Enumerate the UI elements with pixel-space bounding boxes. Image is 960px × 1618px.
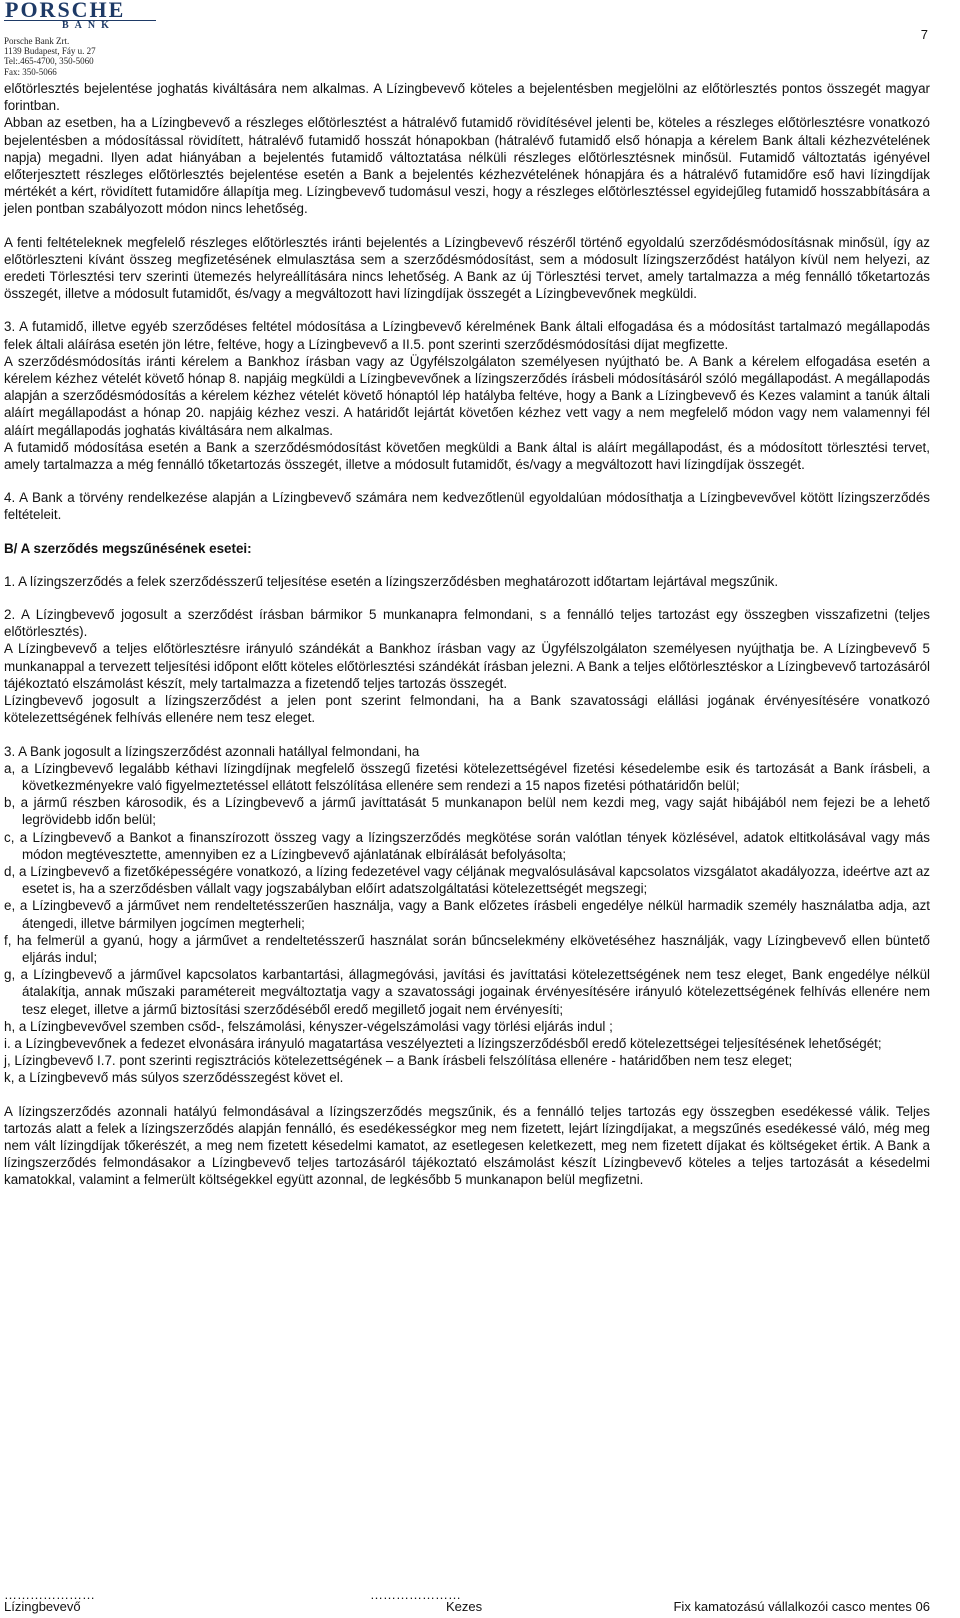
termination-list-item: d, a Lízingbevevő a fizetőképességére vonatkozó, a lízing fedezetével vagy céljának megvalósulásával kapcsolatos vizsgálatot akadályozza, ideértve azt az esetet is, ha a szerződésben vállalt vagy jogszabályban előírt adatszolgáltatási kötelezettségét megszegi; xyxy=(4,863,930,897)
body-paragraph: Abban az esetben, ha a Lízingbevevő a részleges előtörlesztést a hátralévő futamidő rövidítésével jelenti be, köteles a részleges előtörlesztésre vonatkozó bejelentésben a módosítással rövidített, hátralévő futamidő hosszát hónapokban (hátralévő futamidő első hónapja a kérelem Bank általi kézhezvételének napja) megadni. Ilyen adat hiányában a bejelentés futamidő változtatása nélküli részleges előtörlesztésnek minősül. Futamidő változtatás igényével előterjesztett részleges előtörlesztés bejelentése esetén a Bank a bejelentés kézhezvételének hónapjára és a hátralévő futamidőre eső havi lízingdíjak mértékét a kért, rövidített futamidőre állapítja meg. Lízingbevevő tudomásul veszi, hogy a részleges előtörlesztéssel egyidejűleg futamidő hosszabbítására a jelen pontban szabályozott módon nincs lehetőség. xyxy=(4,115,930,217)
termination-list-item: i. a Lízingbevevőnek a fedezet elvonására irányuló magatartása veszélyezteti a lízingszerződésből eredő kötelezettségei teljesítésének lehetőségét; xyxy=(4,1035,882,1051)
address-line: Tel:.465-4700, 350-5060 xyxy=(4,56,94,67)
termination-list-item: e, a Lízingbevevő a járművet nem rendeltetésszerűen használja, vagy a Bank előzetes írásbeli engedélye nélkül harmadik személy használatba adja, azt átengedi, illetve bármilyen jogcímen megterheli; xyxy=(4,898,930,931)
signature-footer xyxy=(4,1588,930,1616)
address-line: Fax: 350-5066 xyxy=(4,66,57,77)
paragraph-spacer xyxy=(4,218,930,234)
bank-address xyxy=(4,36,204,77)
address-line: 1139 Budapest, Fáy u. 27 xyxy=(4,46,96,57)
termination-list-item: j, Lízingbevevő I.7. pont szerinti regisztrációs kötelezettségének – a Bank írásbeli felszólítása ellenére - határidőben nem tesz eleget; xyxy=(4,1053,793,1069)
section-heading: B/ A szerződés megszűnésének esetei: xyxy=(4,540,252,556)
porsche-bank-logo: PORSCHE xyxy=(5,0,126,22)
paragraph-spacer xyxy=(4,727,930,743)
termination-list-item: a, a Lízingbevevő legalább kéthavi lízingdíjnak megfelelő összegű fizetési kötelezettségével fizetési késedelembe esik és tartozását a Bank írásbeli, a következményekre való figyelmeztetéssel ellátott felszólítása ellenére sem rendezi a 15 napos fizetési póthatáridőn belül; xyxy=(4,760,930,793)
body-paragraph: 1. A lízingszerződés a felek szerződésszerű teljesítése esetén a lízingszerződésben meghatározott időtartam lejártával megszűnik. xyxy=(4,573,779,589)
signer-lizingbevevo-label: Lízingbevevő xyxy=(4,1599,81,1614)
body-paragraph: 3. A Bank jogosult a lízingszerződést azonnali hatállyal felmondani, ha xyxy=(4,743,420,759)
body-paragraph: Lízingbevevő jogosult a lízingszerződést a jelen pont szerint felmondani, ha a Bank szavatossági elállási jogának érvényesítésére vonatkozó kötelezettségének felhívás ellenére nem tesz eleget. xyxy=(4,693,930,726)
termination-list-item: k, a Lízingbevevő más súlyos szerződésszegést követ el. xyxy=(4,1070,344,1086)
paragraph-spacer xyxy=(4,302,930,318)
paragraph-spacer xyxy=(4,557,930,573)
body-paragraph: A lízingszerződés azonnali hatályú felmondásával a lízingszerződés megszűnik, és a fennálló teljes tartozás egy összegben esedékessé válik. Teljes tartozás alatt a felek a lízingszerződés alapján fennálló, és esedékességkor meg nem fizetett, lejárt lízingdíjakat, a megszűnés esedékessé váló, még meg nem vált lízingdíjak tőkerészét, a meg nem fizetett késedelmi kamatot, az esetlegesen keletkezett, meg nem fizetett díjakat és költségeket értik. A Bank a lízingszerződés felmondásakor a Lízingbevevő teljes tartozásáról tájékoztató elszámolást készít Lízingbevevő köteles a teljes tartozását a késedelmi kamatokkal, valamint a felmerült költségekkel együtt azonnal, de legkésőbb 5 munkanapon belül megfizetni. xyxy=(4,1103,930,1188)
document-identifier: Fix kamatozású vállalkozói casco mentes 06 xyxy=(673,1599,930,1614)
body-paragraph: előtörlesztés bejelentése joghatás kiváltására nem alkalmas. A Lízingbevevő köteles a bejelentésben megjelölni az előtörlesztés pontos összegét magyar forintban. xyxy=(4,81,930,114)
paragraph-spacer xyxy=(4,473,930,489)
paragraph-spacer xyxy=(4,590,930,606)
termination-list-item: h, a Lízingbevevővel szemben csőd-, felszámolási, kényszer-végelszámolási vagy törlési eljárás indul ; xyxy=(4,1018,613,1034)
page-number: 7 xyxy=(920,27,928,42)
body-paragraph: A fenti feltételeknek megfelelő részleges előtörlesztés iránti bejelentés a Lízingbevevő részéről történő egyoldalú szerződésmódosításnak minősül, így az előtörleszteni kívánt összeg megfizetésének elmulasztása sem a szerződésmódosítást, sem a módosult lízingszerződést hatályon kívül nem helyezi, az eredeti Törlesztési terv szerinti ütemezés helyreállítására nincs lehetőség. A Bank az új Törlesztési tervet, amely tartalmazza a még fennálló tőketartozás összegét, illetve a módosult futamidőt, és/vagy a megváltozott havi lízingdíjak összegét a Lízingbevevőnek megküldi. xyxy=(4,234,930,302)
address-line: Porsche Bank Zrt. xyxy=(4,36,70,46)
termination-list-item: f, ha felmerül a gyanú, hogy a járművet a rendeltetésszerű használat során bűncselekmény elkövetéséhez használják, vagy Lízingbevevő ellen büntető eljárás indul; xyxy=(4,932,930,965)
document-body xyxy=(4,80,930,1189)
paragraph-spacer xyxy=(4,524,930,540)
signature-line-kezes: ………………… xyxy=(370,1587,461,1602)
logo-bank-subtitle: BANK xyxy=(4,20,156,31)
bank-letterhead xyxy=(4,0,204,77)
termination-list-item: c, a Lízingbevevő a Bankot a finanszírozott összeg vagy a lízingszerződés megkötése során valótlan tények közlésével, adatok eltitkolásával vagy más módon megtévesztette, amennyiben ez a Lízingbevevő ajánlatának elbírálását befolyásolta; xyxy=(4,829,930,862)
body-paragraph: A futamidő módosítása esetén a Bank a szerződésmódosítást követően megküldi a Bank által is aláírt megállapodást, és a módosított törlesztési tervet, amely tartalmazza a még fennálló tőketartozás összegét, illetve a módosult futamidőt, és/vagy a megváltozott havi lízingdíjak összegét. xyxy=(4,439,930,473)
body-paragraph: A szerződésmódosítás iránti kérelem a Bankhoz írásban vagy az Ügyfélszolgálaton személyesen nyújtható be. A Bank a kérelem elfogadása esetén a kérelem kézhez vételét követő hónap 8. napjáig megküldi a Lízingbevevőnek a lízingszerződés írásbeli módosításáról szóló megállapodást. A megállapodás alapján a szerződésmódosítás a kérelem kézhez vételét követő hónaptól lép hatályba feltéve, hogy a Bank a Lízingbevevő és Kezes valamint a tanúk általi aláírt megállapodást a hónap 20. napjáig kézhez veszi. A határidőt lejártát követően kézhez vett vagy a nem megfelelő módon vagy nem valamennyi fél aláírt megállapodás joghatás kiváltására nem alkalmas. xyxy=(4,353,930,438)
signature-line-lizingbevevo: ………………… xyxy=(4,1587,95,1602)
signer-kezes-label: Kezes xyxy=(446,1599,483,1614)
paragraph-spacer xyxy=(4,1087,930,1103)
termination-list-item: b, a jármű részben károsodik, és a Lízingbevevő a jármű javíttatását 5 munkanapon belül nem kezdi meg, vagy saját hibájából nem fejezi be a lehető legrövidebb időn belül; xyxy=(4,795,930,828)
body-paragraph: A Lízingbevevő a teljes előtörlesztésre irányuló szándékát a Bankhoz írásban vagy az Ügyfélszolgálaton személyesen nyújthatja be. A Lízingbevevő 5 munkanappal a tervezett teljesítési időpont előtt köteles előtörlesztési szándékát írásban jelezni. A Bank a teljes előtörlesztéskor a Lízingbevevő tartozásáról tájékoztató elszámolást készít, mely tartalmazza a fizetendő teljes tartozás összegét. xyxy=(4,641,930,691)
body-paragraph: 2. A Lízingbevevő jogosult a szerződést írásban bármikor 5 munkanapra felmondani, s a fennálló teljes tartozást egy összegben visszafizetni (teljes előtörlesztés). xyxy=(4,607,930,640)
body-paragraph: 4. A Bank a törvény rendelkezése alapján a Lízingbevevő számára nem kedvezőtlenül egyoldalúan módosíthatja a Lízingbevevővel kötött lízingszerződés feltételeit. xyxy=(4,490,930,523)
termination-list-item: g, a Lízingbevevő a járművel kapcsolatos karbantartási, állagmegóvási, javítási és javíttatási kötelezettségének nem tesz eleget, Bank engedélye nélkül átalakítja, annak műszaki paramétereit megváltoztatja vagy a szavatossági jogainak érvényesítésére irányuló kötelezettségének felhívás ellenére nem tesz eleget, illetve a jármű biztosítási szerződéséből eredő megillető jogait nem érvényesíti; xyxy=(4,967,930,1017)
body-paragraph: 3. A futamidő, illetve egyéb szerződéses feltétel módosítása a Lízingbevevő kérelmének Bank általi elfogadása és a módosítást tartalmazó megállapodás felek általi aláírása esetén jön létre, feltéve, hogy a Lízingbevevő a II.5. pont szerinti szerződésmódosítási díjat megfizette. xyxy=(4,319,930,352)
